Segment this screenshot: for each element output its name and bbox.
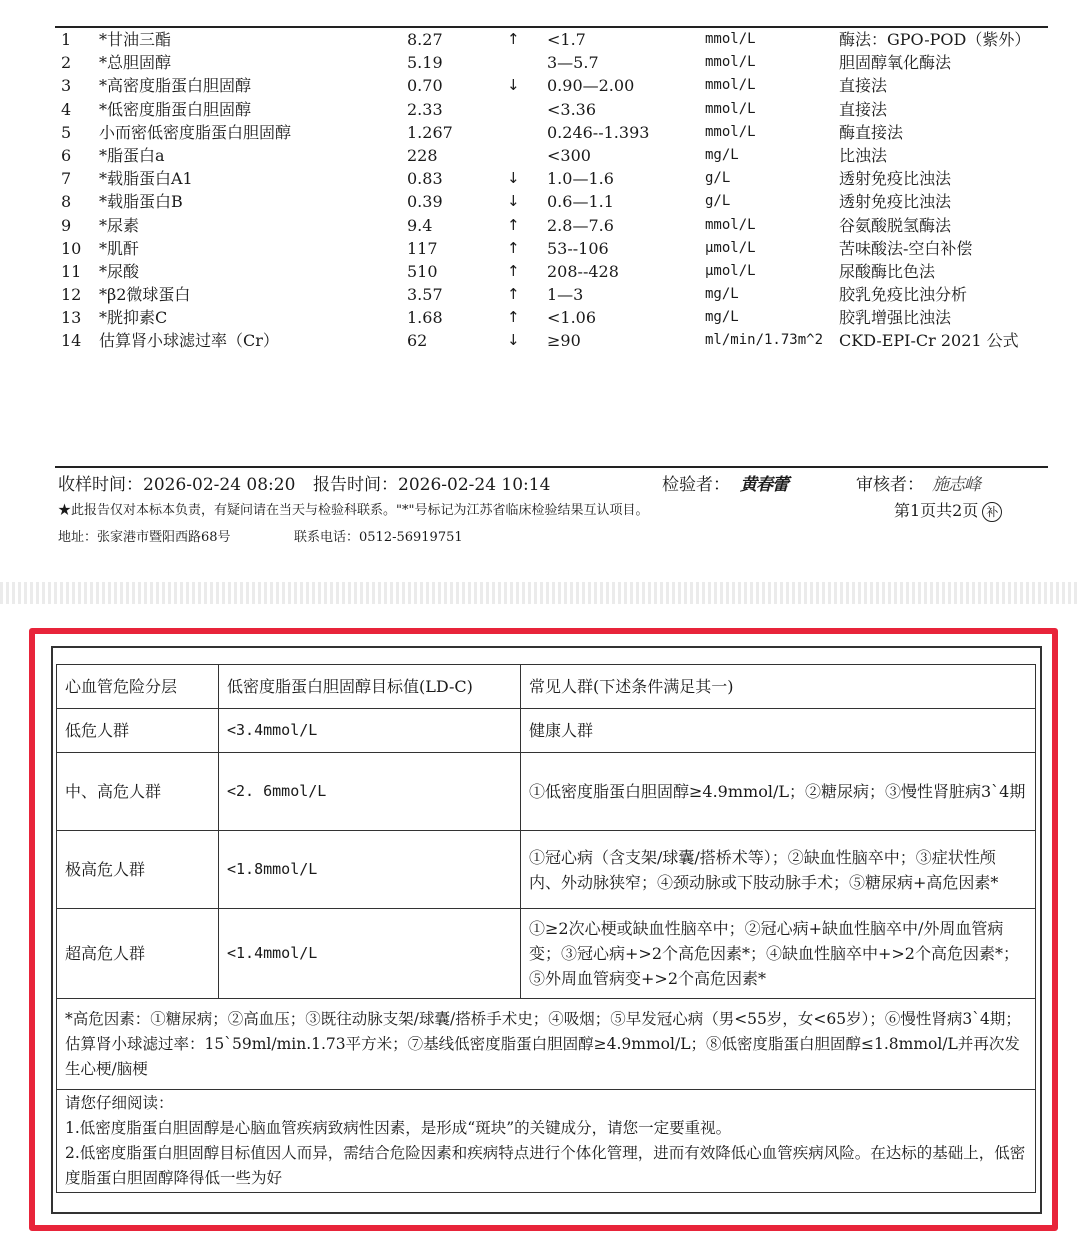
item-name: *低密度脂蛋白胆固醇 <box>99 99 252 119</box>
item-name: *β2微球蛋白 <box>99 285 191 305</box>
item-number: 12 <box>61 285 82 305</box>
reference-range: 0.6—1.1 <box>547 192 614 212</box>
item-name: *载脂蛋白B <box>99 192 183 212</box>
item-value: 5.19 <box>407 53 443 73</box>
notes-title: 请您仔细阅读： <box>65 1094 174 1112</box>
item-number: 9 <box>61 215 72 235</box>
abnormal-flag: ↓ <box>507 169 520 188</box>
item-name: *尿酸 <box>99 261 140 281</box>
unit: mmol/L <box>705 216 756 233</box>
header-population: 常见人群(下述条件满足其一) <box>521 665 1036 709</box>
reference-range: ≥90 <box>547 331 581 351</box>
header-risk-level: 心血管危险分层 <box>57 665 219 709</box>
scan-artifact-strip <box>0 582 1080 604</box>
item-name: *尿素 <box>99 215 140 235</box>
method: 胶乳增强比浊法 <box>839 308 952 328</box>
method: 谷氨酸脱氢酶法 <box>839 215 952 235</box>
footer-rule <box>55 466 1048 468</box>
item-value: 3.57 <box>407 285 443 305</box>
risk-row-low <box>57 709 1036 753</box>
note-1: 1.低密度脂蛋白胆固醇是心脑血管疾病致病性因素，是形成“斑块”的关键成分，请您一定要重视。 <box>65 1119 732 1137</box>
reference-range: 2.8—7.6 <box>547 215 614 235</box>
population: ①≥2次心梗或缺血性脑卒中；②冠心病+缺血性脑卒中/外周血管病变；③冠心病+>2个高危因素*；④缺血性脑卒中+>2个高危因素*；⑤外周血管病变+>2个高危因素* <box>521 909 1036 999</box>
item-name: 估算肾小球滤过率（Cr） <box>99 331 279 351</box>
population: ①低密度脂蛋白胆固醇≥4.9mmol/L；②糖尿病；③慢性肾脏病3`4期 <box>521 753 1036 831</box>
item-number: 8 <box>61 192 72 212</box>
method: 酶直接法 <box>839 122 904 142</box>
reference-range: 0.246--1.393 <box>547 122 650 142</box>
method: 比浊法 <box>839 145 888 165</box>
method: 胶乳免疫比浊分析 <box>839 285 968 305</box>
result-row <box>55 329 1048 352</box>
item-number: 13 <box>61 308 82 328</box>
result-row <box>55 214 1048 237</box>
abnormal-flag: ↓ <box>507 331 520 350</box>
disclaimer: ★此报告仅对本标本负责，有疑问请在当天与检验科联系。"*"号标记为江苏省临床检验结果互认项目。 <box>58 503 649 518</box>
tester-label: 检验者： <box>662 475 730 495</box>
reference-range: 0.90—2.00 <box>547 76 635 96</box>
abnormal-flag: ↑ <box>507 30 520 48</box>
abnormal-flag: ↑ <box>507 285 520 304</box>
method: 苦味酸法-空白补偿 <box>839 238 973 258</box>
method: 透射免疫比浊法 <box>839 169 952 189</box>
risk-factors-row <box>57 999 1036 1090</box>
item-value: 1.267 <box>407 122 453 142</box>
address: 地址：张家港市暨阳西路68号 <box>58 530 231 545</box>
item-number: 4 <box>61 99 72 119</box>
unit: mmol/L <box>705 54 756 71</box>
reference-range: 53--106 <box>547 238 609 258</box>
item-number: 14 <box>61 331 82 351</box>
ldl-target: <1.4mmol/L <box>219 909 521 999</box>
result-row <box>55 28 1048 51</box>
header-ldl-target: 低密度脂蛋白胆固醇目标值(LD-C) <box>219 665 521 709</box>
ldl-risk-table <box>56 664 1036 1193</box>
ldl-target: <2. 6mmol/L <box>219 753 521 831</box>
unit: mmol/L <box>705 100 756 117</box>
result-row <box>55 283 1048 306</box>
result-row <box>55 190 1048 213</box>
results-list <box>55 28 1048 353</box>
sample-time: 收样时间：2026-02-24 08:20 <box>58 475 296 495</box>
result-row <box>55 74 1048 97</box>
unit: g/L <box>705 193 731 210</box>
result-row <box>55 121 1048 144</box>
reference-range: 3—5.7 <box>547 53 599 73</box>
report-time: 报告时间：2026-02-24 10:14 <box>313 475 551 495</box>
abnormal-flag: ↑ <box>507 238 520 257</box>
method: 胆固醇氧化酶法 <box>839 53 952 73</box>
reference-range: <3.36 <box>547 99 597 119</box>
risk-level: 低危人群 <box>57 709 219 753</box>
unit: ml/min/1.73m^2 <box>705 332 824 349</box>
item-number: 5 <box>61 122 72 142</box>
risk-factors: *高危因素：①糖尿病；②高血压；③既往动脉支架/球囊/搭桥手术史；④吸烟；⑤早发冠心病（男<55岁，女<65岁）；⑥慢性肾病3`4期；估算肾小球滤过率：15`59ml/min.1.73平方米；⑦基线低密度脂蛋白胆固醇≥4.9mmol/L；⑧低密度脂蛋白胆固醇≤1.8mmol/L并再次发生心梗/脑梗 <box>57 999 1036 1090</box>
item-value: 510 <box>407 261 438 281</box>
item-value: 0.39 <box>407 192 443 212</box>
item-name: *胱抑素C <box>99 308 168 328</box>
item-value: 8.27 <box>407 30 443 49</box>
result-row <box>55 51 1048 74</box>
notes-row <box>57 1090 1036 1193</box>
item-value: 1.68 <box>407 308 443 328</box>
reference-range: 1—3 <box>547 285 584 305</box>
risk-table-header <box>57 665 1036 709</box>
item-name: *高密度脂蛋白胆固醇 <box>99 76 252 96</box>
reviewer-signature: 施志峰 <box>932 475 980 495</box>
tester-signature: 黄春蕾 <box>740 475 788 495</box>
abnormal-flag: ↑ <box>507 308 520 327</box>
reference-range: 208--428 <box>547 261 619 281</box>
abnormal-flag: ↑ <box>507 215 520 234</box>
risk-level: 极高危人群 <box>57 831 219 909</box>
item-number: 1 <box>61 30 72 49</box>
item-name: *甘油三酯 <box>99 30 172 49</box>
item-number: 10 <box>61 238 82 258</box>
page-number: 第1页共2页 <box>894 501 979 520</box>
method: 直接法 <box>839 99 888 119</box>
unit: g/L <box>705 170 731 187</box>
risk-row-mid-high <box>57 753 1036 831</box>
method: 直接法 <box>839 76 888 96</box>
method: 酶法：GPO-POD（紫外） <box>839 30 1031 49</box>
item-number: 7 <box>61 169 72 189</box>
item-value: 9.4 <box>407 215 433 235</box>
unit: mmol/L <box>705 31 756 47</box>
page-indicator <box>894 500 1002 522</box>
reference-range: <1.7 <box>547 30 586 49</box>
population: ①冠心病（含支架/球囊/搭桥术等）；②缺血性脑卒中；③症状性颅内、外动脉狭窄；④颈动脉或下肢动脉手术；⑤糖尿病+高危因素* <box>521 831 1036 909</box>
risk-row-very-high <box>57 831 1036 909</box>
unit: mg/L <box>705 286 739 303</box>
result-row <box>55 167 1048 190</box>
result-row <box>55 306 1048 329</box>
risk-level: 超高危人群 <box>57 909 219 999</box>
note-2: 2.低密度脂蛋白胆固醇目标值因人而异，需结合危险因素和疾病特点进行个体化管理，进而有效降低心血管疾病风险。在达标的基础上，低密度脂蛋白胆固醇降得低一些为好 <box>65 1144 1026 1187</box>
item-value: 0.83 <box>407 169 443 189</box>
item-value: 2.33 <box>407 99 443 119</box>
method: 透射免疫比浊法 <box>839 192 952 212</box>
item-value: 0.70 <box>407 76 443 96</box>
unit: μmol/L <box>705 262 756 279</box>
population: 健康人群 <box>521 709 1036 753</box>
result-row <box>55 237 1048 260</box>
item-number: 3 <box>61 76 72 96</box>
item-name: 小而密低密度脂蛋白胆固醇 <box>99 122 292 142</box>
result-row <box>55 98 1048 121</box>
reference-range: <300 <box>547 145 591 165</box>
item-value: 117 <box>407 238 438 258</box>
report-footer <box>58 470 1048 551</box>
unit: mg/L <box>705 146 739 163</box>
item-name: *肌酐 <box>99 238 140 258</box>
unit: μmol/L <box>705 239 756 256</box>
phone: 联系电话：0512-56919751 <box>294 530 463 545</box>
method: CKD-EPI-Cr 2021 公式 <box>839 331 1019 351</box>
reading-notes <box>57 1090 1036 1193</box>
unit: mg/L <box>705 309 739 326</box>
item-number: 11 <box>61 261 82 281</box>
item-name: *总胆固醇 <box>99 53 172 73</box>
item-name: *脂蛋白a <box>99 145 165 165</box>
item-value: 228 <box>407 145 438 165</box>
item-number: 6 <box>61 145 72 165</box>
result-row <box>55 144 1048 167</box>
ldl-target: <1.8mmol/L <box>219 831 521 909</box>
supplement-mark: 补 <box>982 502 1002 522</box>
item-value: 62 <box>407 331 428 351</box>
risk-row-extreme <box>57 909 1036 999</box>
item-name: *载脂蛋白A1 <box>99 169 193 189</box>
unit: mmol/L <box>705 77 756 94</box>
unit: mmol/L <box>705 123 756 140</box>
reviewer-label: 审核者： <box>856 475 924 495</box>
abnormal-flag: ↑ <box>507 261 520 280</box>
item-number: 2 <box>61 53 72 73</box>
abnormal-flag: ↓ <box>507 192 520 211</box>
risk-level: 中、高危人群 <box>57 753 219 831</box>
reference-range: 1.0—1.6 <box>547 169 614 189</box>
result-row <box>55 260 1048 283</box>
abnormal-flag: ↓ <box>507 76 520 95</box>
method: 尿酸酶比色法 <box>839 261 936 281</box>
ldl-target: <3.4mmol/L <box>219 709 521 753</box>
reference-range: <1.06 <box>547 308 597 328</box>
